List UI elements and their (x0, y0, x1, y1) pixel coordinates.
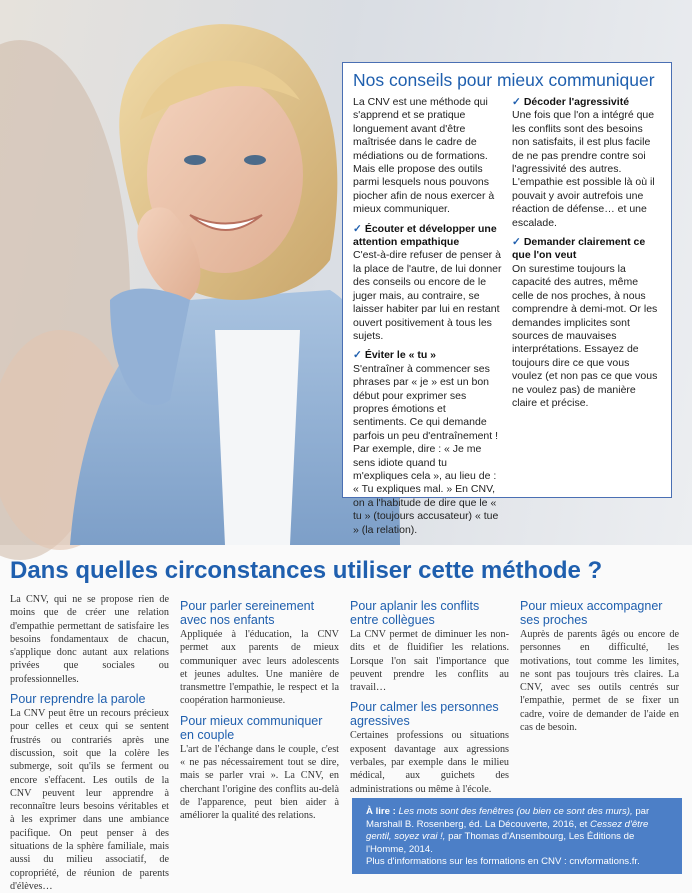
section-text: Certaines professions ou situations exposent davantage aux agressions verbales, par exemple dans le milieu médical, aux guichets des administrations ou même à l'école. (350, 730, 509, 795)
section-heading: Pour mieux accompagner ses proches (520, 599, 663, 627)
tips-box (342, 62, 672, 536)
tip-title (353, 223, 502, 250)
tips-column-right (512, 96, 661, 543)
article-column-1 (10, 593, 169, 892)
section-text: La CNV permet de diminuer les non-dits et de fluidifier les relations. Lorsque l'on sait l'importance que peuvent prendre les conflits au travail… (350, 629, 509, 694)
section-text: Appliquée à l'éducation, la CNV permet aux parents de mieux communiquer avec leurs adolescents et jeunes adultes. Une manière de transmettre l'empathie, le respect et la coopération harmonieuse. (180, 629, 339, 707)
tip-title-text: Écouter et développer une attention empathique (353, 222, 497, 249)
tip-item (353, 349, 502, 537)
section-heading: Pour aplanir les conflits entre collègues (350, 599, 480, 627)
tip-title (512, 236, 661, 263)
tip-title-text: Décoder l'agressivité (523, 96, 630, 108)
reading-label: À lire : (366, 806, 396, 817)
article-headline: Dans quelles circonstances utiliser cette méthode ? (10, 557, 603, 584)
tips-intro: La CNV est une méthode qui s'apprend et se pratique longuement avant d'être maîtrisée dans le cadre de médiations ou de formations. Mais elle propose des outils parmi lesquels nous pouvons piocher afin de nous exercer à mieux communiquer. (353, 96, 495, 216)
section-text: Auprès de parents âgés ou encore de personnes en difficulté, les motivations, tout comme les limites, ne sont pas toujours très claires. La CNV, avec ses outils centrés sur l'empathie, permet de se fixer un cadre, voire de demander de l'aide en cas de besoin. (520, 629, 679, 734)
article-intro: La CNV, qui ne se propose rien de moins que de créer une relation d'empathie permettant de satisfaire les besoins fondamentaux de chacun, s'applique donc autant aux relations privées que sociales ou professionnelles. (10, 594, 169, 685)
book-2-prefix: et (579, 818, 588, 830)
check-icon: ✓ (353, 349, 362, 362)
book-1-title: Les mots sont des fenêtres (ou bien ce sont des murs), (398, 806, 633, 817)
tip-text: Une fois que l'on a intégré que les conflits sont des besoins non satisfaits, il est plus facile de ne pas prendre contre soi l'agressivité des autres. L'empathie est possible là où il pouvait y avoir autrefois une réaction de défense… et une escalade. (512, 109, 655, 229)
book-1-details: par Marshall B. Rosenberg, éd. La Découverte, 2016, (366, 806, 650, 830)
tip-title-text: Demander clairement ce que l'on veut (512, 236, 646, 262)
check-icon: ✓ (512, 236, 521, 249)
tip-item (512, 236, 661, 410)
tip-text: On surestime toujours la capacité des autres, même celle de nos proches, à nous comprendre à demi-mot. Or les demandes implicites sont sources de mauvaises interprétations. Essayez de toujours dire ce que vous voulez (et non pas ce que vous ne voulez pas) de manière claire et précise. (512, 262, 658, 409)
section-heading: Pour reprendre la parole (10, 692, 146, 707)
tips-column-left (353, 96, 502, 543)
section-heading: Pour calmer les personnes agressives (350, 700, 499, 729)
more-info-link[interactable]: Plus d'informations sur les formations en CNV : cnvformations.fr. (366, 856, 640, 867)
book-2-details: par Thomas d'Ansembourg, Les Éditions de l'Homme, 2014. (366, 831, 635, 855)
tip-title (353, 349, 502, 362)
article-column-2 (180, 593, 339, 881)
section-heading: Pour parler sereinement avec nos enfants (180, 599, 315, 627)
book-2-title: Cessez d'être gentil, soyez vrai !, (366, 818, 649, 842)
reading-box (352, 798, 682, 874)
tips-title: Nos conseils pour mieux communiquer (353, 70, 655, 90)
tip-text: C'est-à-dire refuser de penser à la place de l'autre, de lui donner des conseils ou encore de le juger mais, au contraire, se laisser habiter par lui en restant ouvert positivement à tous les sujets. (353, 249, 502, 342)
check-icon: ✓ (512, 96, 521, 108)
tip-item (353, 223, 502, 344)
tip-item (512, 96, 661, 230)
tip-text: S'entraîner à commencer ses phrases par « je » est un bon début pour exprimer ses propres émotions et sentiments. Ce qui demande parfois un peu d'entraînement ! Par exemple, dire : « Je me sens idiote quand tu m'expliques cela », au lieu de : « Tu expliques mal. » En CNV, on a l'habitude de dire que le « tu » (toujours accusateur) « tue » (la relation). (353, 362, 499, 536)
section-text: L'art de l'échange dans le couple, c'est « ne pas nécessairement tout se dire, mais se parler vrai ». La CNV, en cherchant l'origine des conflits au-delà de l'apparence, peut bien aider à améliorer la qualité des relations. (180, 743, 339, 822)
check-icon: ✓ (353, 222, 362, 235)
tips-columns (353, 96, 661, 543)
section-heading: Pour mieux communiquer en couple (180, 713, 323, 742)
tip-title-text: Éviter le « tu » (364, 349, 437, 362)
tip-title (512, 96, 661, 109)
section-text: La CNV peut être un recours précieux pour celles et ceux qui se sentent frustrés ou contrariés après une discussion, soit que la colère les submerge, soit qu'ils se ferment ou encore s'effacent. Les outils de la CNV peuvent leur apprendre à reconnaître leurs besoins véritables et à les exprimer dans une ambiance pacifique. On peut penser à des situations de la sphère familiale, mais aussi du milieu associatif, de copropriété, de réunion de parents d'élèves… (10, 708, 169, 892)
